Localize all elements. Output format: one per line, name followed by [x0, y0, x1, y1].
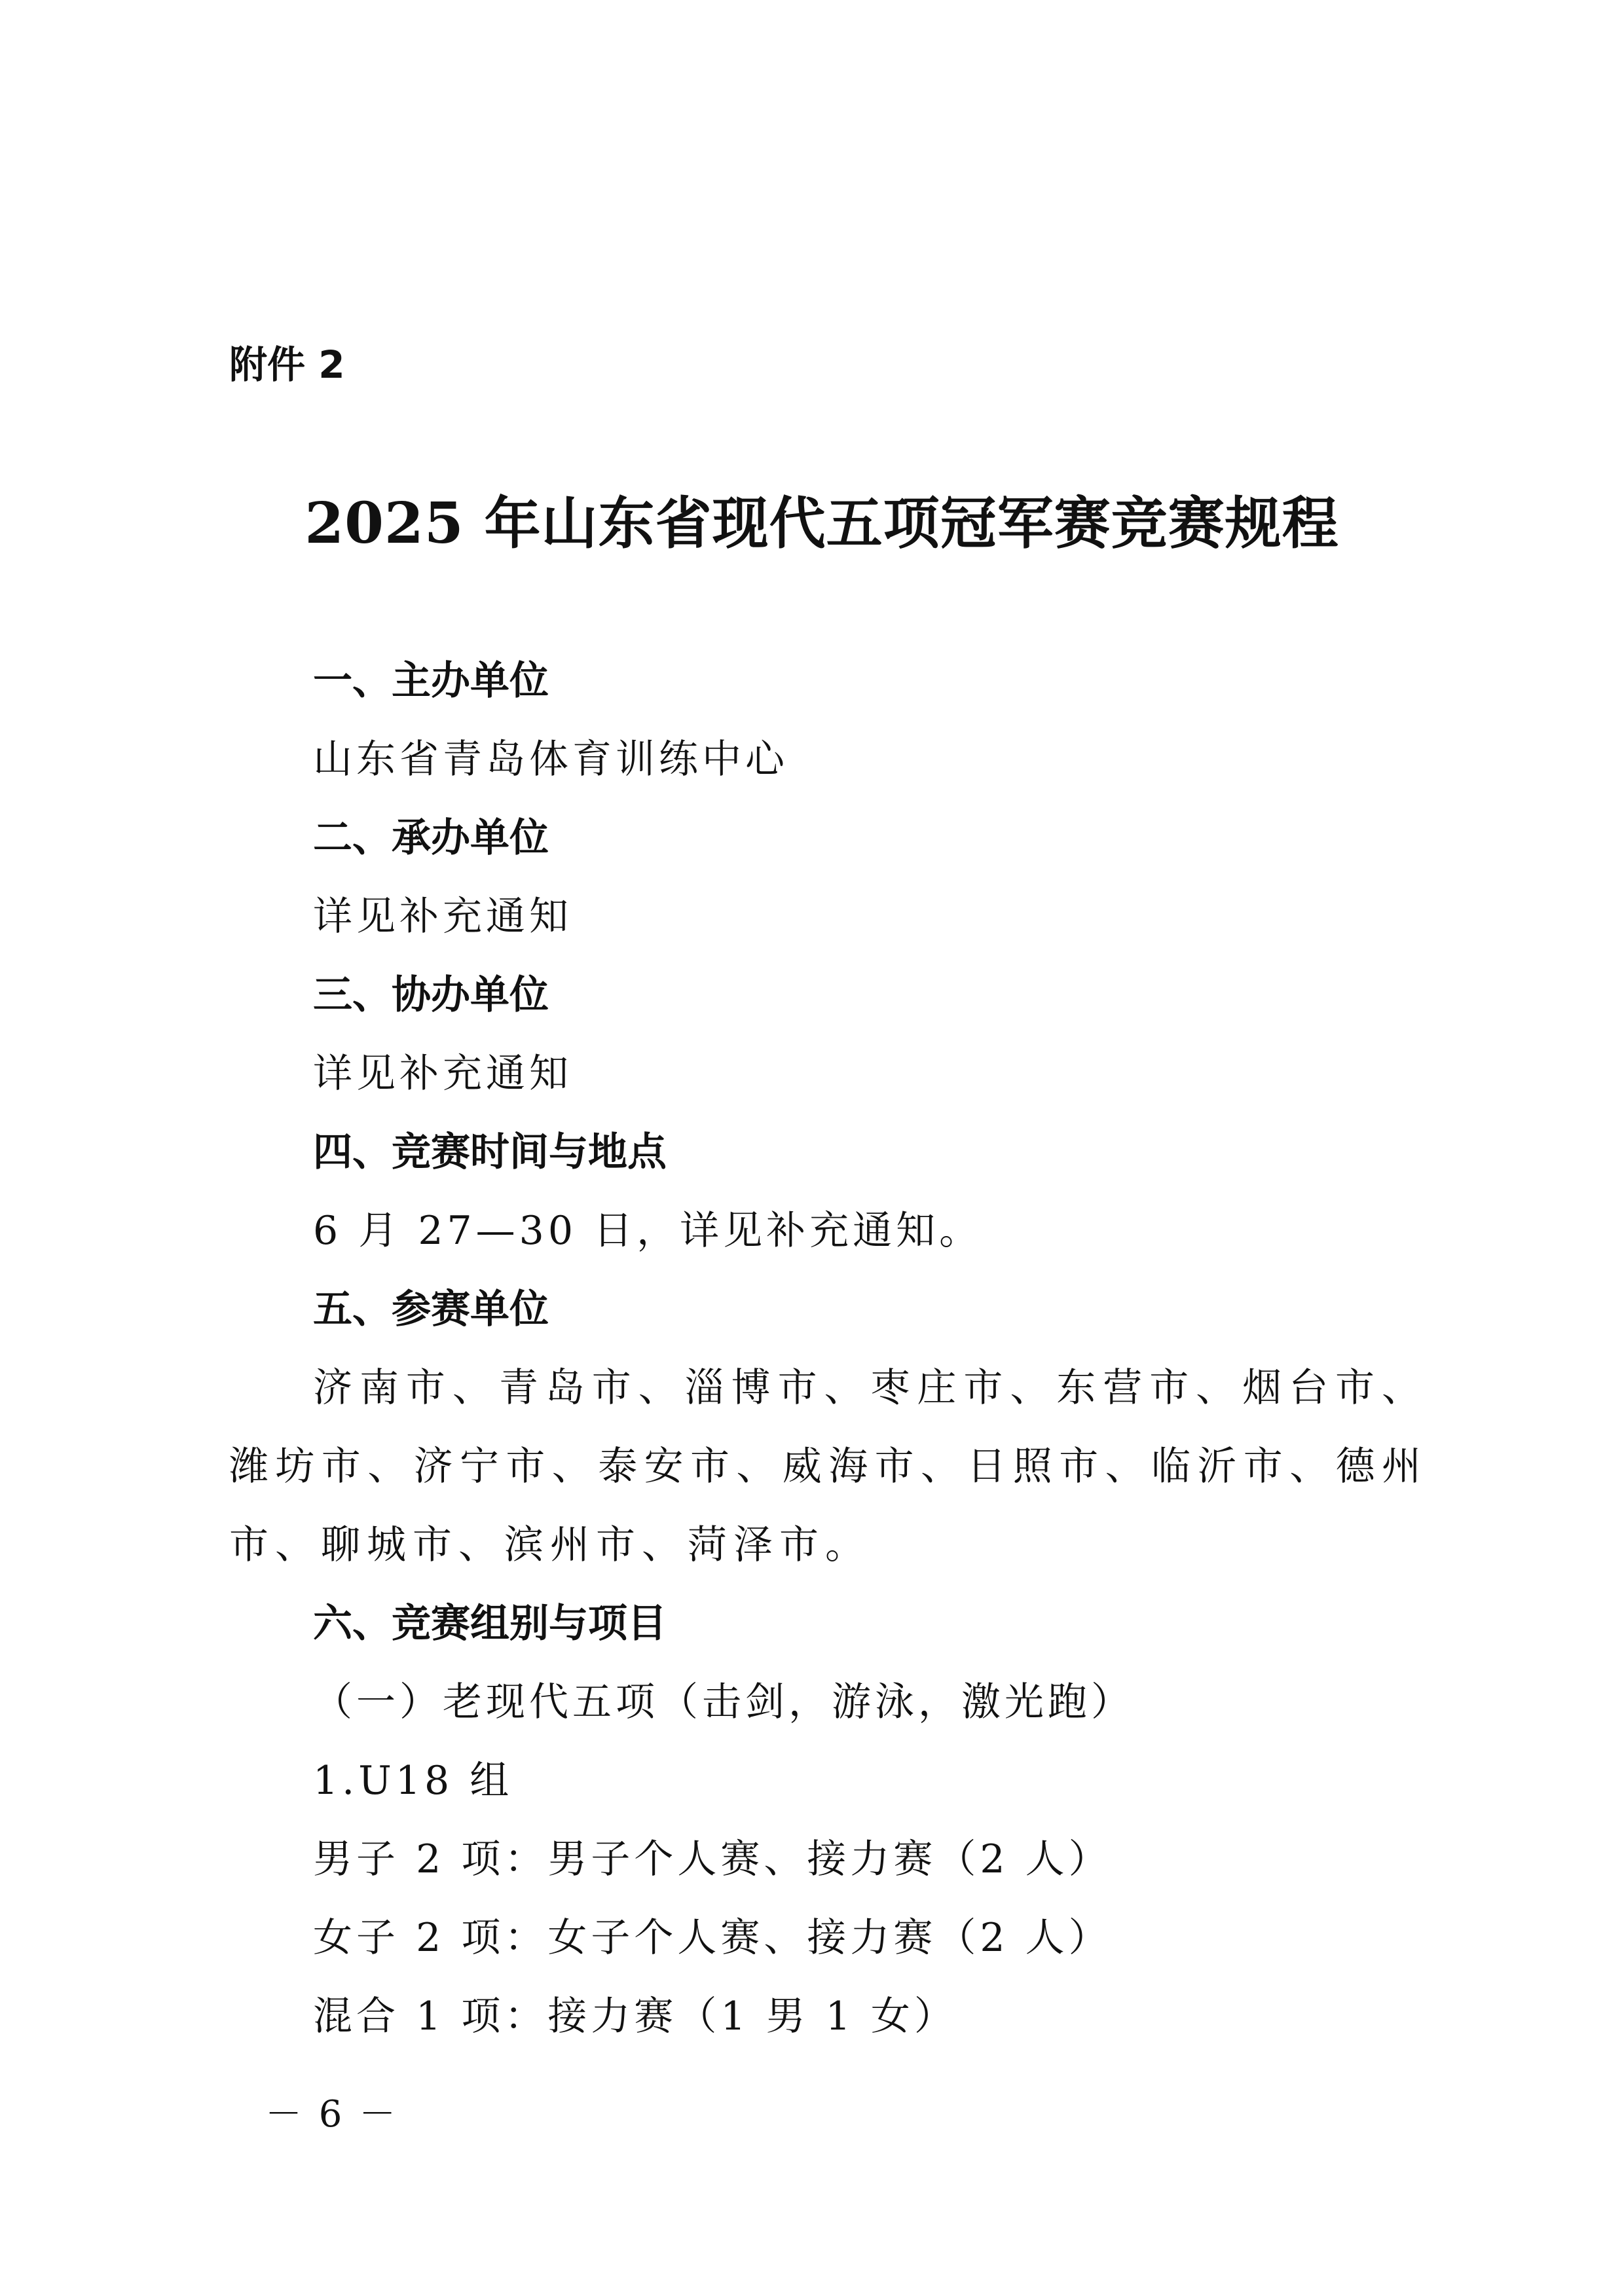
section-heading-organizer: 一、主办单位 — [313, 658, 549, 704]
section-heading-time-place: 四、竞赛时间与地点 — [313, 1129, 667, 1175]
events-mixed: 混合 1 项：接力赛（1 男 1 女） — [313, 1994, 957, 2039]
page-number: － 6 － — [265, 2093, 399, 2136]
attachment-label: 附件 2 — [229, 342, 345, 387]
section-heading-host: 二、承办单位 — [313, 815, 549, 861]
section-heading-events: 六、竞赛组别与项目 — [313, 1601, 667, 1647]
section-text-co-organizer: 详见补充通知 — [313, 1051, 572, 1097]
section-heading-participants: 五、参赛单位 — [313, 1286, 549, 1332]
section-text-host: 详见补充通知 — [313, 894, 572, 939]
section-text-time-place: 6 月 27—30 日，详见补充通知。 — [313, 1208, 983, 1254]
section-heading-co-organizer: 三、协办单位 — [313, 972, 549, 1018]
section-text-organizer: 山东省青岛体育训练中心 — [313, 737, 788, 782]
events-subheading-classic: （一）老现代五项（击剑，游泳，激光跑） — [313, 1679, 1134, 1725]
section-text-participants: 济南市、青岛市、淄博市、枣庄市、东营市、烟台市、潍坊市、济宁市、泰安市、威海市、日照市、临沂市、德州市、聊城市、滨州市、菏泽市。 — [229, 1365, 1428, 1568]
events-women: 女子 2 项：女子个人赛、接力赛（2 人） — [313, 1915, 1112, 1961]
document-title: 2025 年山东省现代五项冠军赛竞赛规程 — [304, 490, 1339, 556]
document-body — [229, 642, 1428, 2056]
events-men: 男子 2 项：男子个人赛、接力赛（2 人） — [313, 1836, 1112, 1882]
events-group-u18: 1.U18 组 — [313, 1758, 513, 1804]
